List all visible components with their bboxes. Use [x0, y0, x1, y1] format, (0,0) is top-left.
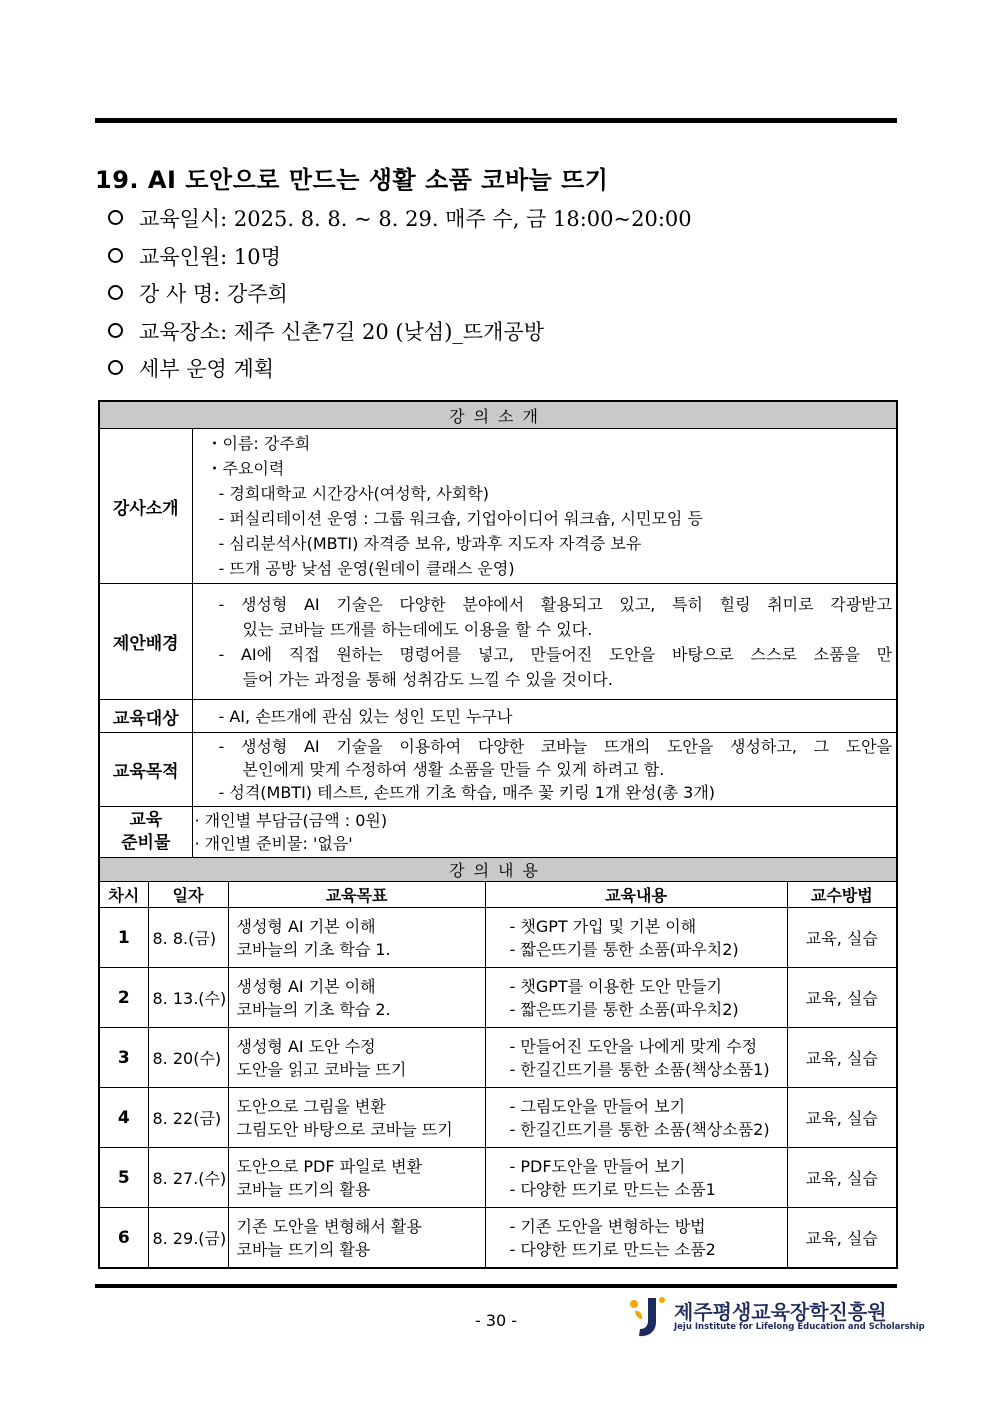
objective-label: 교육목적 [99, 733, 192, 807]
column-header: 교육목표 [228, 882, 485, 908]
content-line: - 다양한 뜨기로 만드는 소품2 [509, 1239, 716, 1259]
goal-line: 도안으로 그림을 변환 [236, 1096, 386, 1116]
objective-content [192, 733, 897, 807]
background-line: 있는 코바늘 뜨개를 하는데에도 이용을 할 수 있다. [242, 619, 593, 639]
lecture-plan-table [98, 400, 898, 1269]
goal-line: 코바늘 뜨기의 활용 [236, 1179, 371, 1199]
goal-line: 도안을 읽고 코바늘 뜨기 [236, 1059, 407, 1079]
table-row [99, 1028, 897, 1088]
circle-bullet-icon [108, 285, 123, 300]
goal-line: 생성형 AI 기본 이해 [236, 916, 376, 936]
session-goal [228, 968, 485, 1028]
info-text: 교육인원: 10명 [139, 244, 281, 269]
session-number: 4 [99, 1088, 148, 1148]
instructor-line: ・주요이력 [206, 459, 285, 478]
session-goal [228, 1028, 485, 1088]
session-method: 교육, 실습 [787, 1148, 897, 1208]
session-date: 8. 22(금) [148, 1088, 228, 1148]
supplies-label-line: 교육 [129, 810, 163, 830]
organization-english-name: Jeju Institute for Lifelong Education and Scholarship [674, 1322, 925, 1332]
background-line: - AI에 직접 원하는 명령어를 넣고, 만들어진 도안을 바탕으로 스스로 소품을 만 [218, 644, 893, 664]
background-content [192, 584, 897, 700]
instructor-line: ・이름: 강주희 [206, 434, 311, 453]
section-title: 19. AI 도안으로 만드는 생활 소품 코바늘 뜨기 [95, 166, 609, 194]
circle-bullet-icon [108, 360, 123, 375]
header-rule [95, 118, 897, 123]
objective-line: - 성격(MBTI) 테스트, 손뜨개 기초 학습, 매주 꽃 키링 1개 완성(총 3개) [218, 783, 716, 802]
organization-logo [626, 1292, 925, 1342]
info-item [108, 204, 692, 242]
circle-bullet-icon [108, 210, 123, 225]
session-date: 8. 8.(금) [148, 908, 228, 968]
content-line: - 만들어진 도안을 나에게 맞게 수정 [509, 1036, 758, 1056]
info-text: 교육장소: 제주 신촌7길 20 (낮섬)_뜨개공방 [139, 319, 545, 344]
background-line: - 생성형 AI 기술은 다양한 분야에서 활용되고 있고, 특히 힐링 취미로 각광받고 [218, 594, 893, 614]
session-number: 1 [99, 908, 148, 968]
content-line: - 한길긴뜨기를 통한 소품(책상소품2) [509, 1119, 770, 1139]
supplies-label [99, 807, 192, 858]
table-row [99, 1148, 897, 1208]
session-date: 8. 20(수) [148, 1028, 228, 1088]
content-section-header: 강의내용 [99, 858, 897, 882]
info-item [108, 242, 692, 280]
session-content [485, 1088, 787, 1148]
session-content [485, 908, 787, 968]
table-row [99, 908, 897, 968]
column-header: 교수방법 [787, 882, 897, 908]
supplies-label-line: 준비물 [121, 833, 171, 853]
info-item [108, 317, 692, 355]
organization-name: 제주평생교육장학진흥원 [674, 1300, 887, 1324]
jeju-logo-icon [626, 1294, 666, 1338]
session-content [485, 1208, 787, 1269]
objective-line: 본인에게 맞게 수정하여 생활 소품을 만들 수 있게 하려고 함. [242, 760, 665, 779]
session-number: 3 [99, 1028, 148, 1088]
session-method: 교육, 실습 [787, 1028, 897, 1088]
session-goal [228, 1208, 485, 1269]
info-text: 세부 운영 계획 [139, 357, 275, 381]
table-row [99, 968, 897, 1028]
session-method: 교육, 실습 [787, 968, 897, 1028]
info-list [108, 204, 692, 392]
session-number: 2 [99, 968, 148, 1028]
goal-line: 그림도안 바탕으로 코바늘 뜨기 [236, 1119, 453, 1139]
goal-line: 기존 도안을 변형해서 활용 [236, 1216, 422, 1236]
goal-line: 코바늘의 기초 학습 1. [236, 939, 391, 959]
table-row [99, 1088, 897, 1148]
content-line: - 한길긴뜨기를 통한 소품(책상소품1) [509, 1059, 770, 1079]
info-item [108, 354, 692, 392]
content-line: - 그림도안을 만들어 보기 [509, 1096, 686, 1116]
table-row [99, 1208, 897, 1269]
target-label: 교육대상 [99, 700, 192, 733]
session-date: 8. 13.(수) [148, 968, 228, 1028]
intro-section-header: 강의소개 [99, 401, 897, 429]
session-goal [228, 908, 485, 968]
content-line: - 기존 도안을 변형하는 방법 [509, 1216, 706, 1236]
session-date: 8. 29.(금) [148, 1208, 228, 1269]
goal-line: 코바늘의 기초 학습 2. [236, 999, 391, 1019]
content-line: - 챗GPT를 이용한 도안 만들기 [509, 976, 722, 996]
content-line: - 다양한 뜨기로 만드는 소품1 [509, 1179, 716, 1199]
session-number: 5 [99, 1148, 148, 1208]
column-header-row [99, 882, 897, 908]
circle-bullet-icon [108, 248, 123, 263]
session-content [485, 1148, 787, 1208]
session-method: 교육, 실습 [787, 1208, 897, 1269]
supplies-line: · 개인별 준비물: '없음' [194, 834, 353, 853]
instructor-line: - 심리분석사(MBTI) 자격증 보유, 방과후 지도자 자격증 보유 [218, 534, 642, 553]
column-header: 교육내용 [485, 882, 787, 908]
objective-line: - 생성형 AI 기술을 이용하여 다양한 코바늘 뜨개의 도안을 생성하고, 그 도안을 [218, 737, 893, 756]
column-header: 차시 [99, 882, 148, 908]
goal-line: 코바늘 뜨기의 활용 [236, 1239, 371, 1259]
instructor-line: - 경희대학교 시간강사(여성학, 사회학) [218, 484, 489, 503]
session-date: 8. 27.(수) [148, 1148, 228, 1208]
content-line: - 챗GPT 가입 및 기본 이해 [509, 916, 697, 936]
circle-bullet-icon [108, 323, 123, 338]
footer-rule [95, 1284, 897, 1288]
content-line: - 짧은뜨기를 통한 소품(파우치2) [509, 939, 739, 959]
session-method: 교육, 실습 [787, 908, 897, 968]
session-method: 교육, 실습 [787, 1088, 897, 1148]
background-line: 들어 가는 과정을 통해 성취감도 느낄 수 있을 것이다. [242, 669, 613, 689]
info-text: 강 사 명: 강주희 [139, 282, 288, 306]
session-goal [228, 1088, 485, 1148]
instructor-line: - 뜨개 공방 낮섬 운영(원데이 클래스 운영) [218, 559, 515, 578]
session-content [485, 968, 787, 1028]
session-goal [228, 1148, 485, 1208]
instructor-content [192, 429, 897, 584]
session-number: 6 [99, 1208, 148, 1269]
info-text: 교육일시: 2025. 8. 8. ~ 8. 29. 매주 수, 금 18:00~20:00 [139, 207, 692, 231]
goal-line: 생성형 AI 도안 수정 [236, 1036, 376, 1056]
info-item [108, 279, 692, 317]
session-content [485, 1028, 787, 1088]
target-content [192, 700, 897, 733]
target-line: - AI, 손뜨개에 관심 있는 성인 도민 누구나 [218, 706, 513, 726]
supplies-line: · 개인별 부담금(금액 : 0원) [194, 811, 388, 830]
supplies-content [192, 807, 897, 858]
content-line: - PDF도안을 만들어 보기 [509, 1156, 686, 1176]
goal-line: 생성형 AI 기본 이해 [236, 976, 376, 996]
goal-line: 도안으로 PDF 파일로 변환 [236, 1156, 423, 1176]
page-number: - 30 - [474, 1311, 518, 1330]
instructor-line: - 퍼실리테이션 운영 : 그룹 워크숍, 기업아이디어 워크숍, 시민모임 등 [218, 509, 703, 528]
background-label: 제안배경 [99, 584, 192, 700]
content-line: - 짧은뜨기를 통한 소품(파우치2) [509, 999, 739, 1019]
column-header: 일자 [148, 882, 228, 908]
instructor-label: 강사소개 [99, 429, 192, 584]
